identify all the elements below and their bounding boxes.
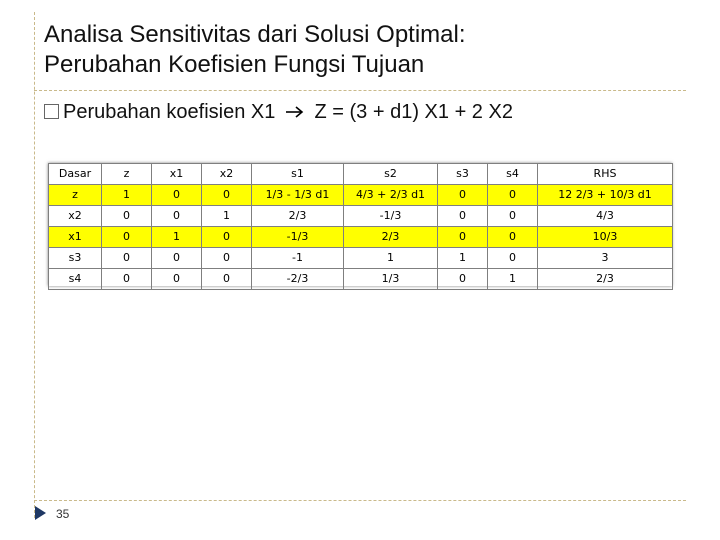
column-header: x1 xyxy=(152,164,202,185)
table-cell: 0 xyxy=(488,185,538,206)
table-cell: s4 xyxy=(49,269,102,290)
column-header: RHS xyxy=(538,164,673,185)
column-header: s3 xyxy=(438,164,488,185)
page-number: 35 xyxy=(56,507,70,521)
table-cell: 0 xyxy=(152,248,202,269)
tableau-table xyxy=(48,163,673,290)
table-cell: 12 2/3 + 10/3 d1 xyxy=(538,185,673,206)
table-cell: 1 xyxy=(438,248,488,269)
table-cell: -2/3 xyxy=(252,269,344,290)
table-cell: 10/3 xyxy=(538,227,673,248)
table-cell: 0 xyxy=(202,227,252,248)
table-row xyxy=(49,227,673,248)
table-row xyxy=(49,248,673,269)
column-header: x2 xyxy=(202,164,252,185)
table-cell: 1 xyxy=(152,227,202,248)
table-cell: 0 xyxy=(488,248,538,269)
tableau-header-row xyxy=(49,164,673,185)
table-cell: 0 xyxy=(102,269,152,290)
bullet-text-before: Perubahan koefisien X1 xyxy=(63,101,276,123)
table-cell: 0 xyxy=(438,206,488,227)
table-cell: 0 xyxy=(102,206,152,227)
table-cell: 1 xyxy=(488,269,538,290)
simplex-tableau xyxy=(48,163,672,286)
footer-divider xyxy=(34,500,686,501)
column-header: s1 xyxy=(252,164,344,185)
table-cell: s3 xyxy=(49,248,102,269)
table-row xyxy=(49,206,673,227)
table-cell: 0 xyxy=(438,269,488,290)
bullet-point xyxy=(44,101,513,124)
table-cell: 0 xyxy=(438,227,488,248)
table-cell: 0 xyxy=(102,248,152,269)
table-cell: 1/3 xyxy=(344,269,438,290)
table-cell: 0 xyxy=(102,227,152,248)
table-cell: 0 xyxy=(202,269,252,290)
table-cell: 0 xyxy=(438,185,488,206)
table-cell: 0 xyxy=(152,206,202,227)
table-row xyxy=(49,269,673,290)
table-cell: 2/3 xyxy=(344,227,438,248)
table-cell: 0 xyxy=(152,269,202,290)
table-cell: 1 xyxy=(102,185,152,206)
table-cell: x2 xyxy=(49,206,102,227)
table-cell: 2/3 xyxy=(538,269,673,290)
table-cell: 0 xyxy=(202,185,252,206)
table-row xyxy=(49,185,673,206)
table-cell: -1/3 xyxy=(252,227,344,248)
title-divider xyxy=(34,90,686,91)
column-header: z xyxy=(102,164,152,185)
table-cell: 0 xyxy=(202,248,252,269)
table-cell: 1 xyxy=(202,206,252,227)
table-cell: x1 xyxy=(49,227,102,248)
title-line-1: Analisa Sensitivitas dari Solusi Optimal: xyxy=(44,21,466,48)
right-arrow-icon xyxy=(285,101,305,124)
title-line-2: Perubahan Koefisien Fungsi Tujuan xyxy=(44,51,425,78)
table-cell: 3 xyxy=(538,248,673,269)
left-decorative-rule xyxy=(34,12,35,518)
table-cell: -1 xyxy=(252,248,344,269)
column-header: s2 xyxy=(344,164,438,185)
table-cell: 0 xyxy=(488,227,538,248)
square-bullet-icon xyxy=(44,104,59,119)
table-cell: 0 xyxy=(488,206,538,227)
slide-title xyxy=(44,20,704,80)
column-header: Dasar xyxy=(49,164,102,185)
bullet-text-after: Z = (3 + d1) X1 + 2 X2 xyxy=(314,101,513,123)
table-cell: 4/3 + 2/3 d1 xyxy=(344,185,438,206)
column-header: s4 xyxy=(488,164,538,185)
table-cell: z xyxy=(49,185,102,206)
table-cell: 0 xyxy=(152,185,202,206)
table-cell: -1/3 xyxy=(344,206,438,227)
table-cell: 4/3 xyxy=(538,206,673,227)
table-cell: 2/3 xyxy=(252,206,344,227)
table-cell: 1/3 - 1/3 d1 xyxy=(252,185,344,206)
triangle-bullet-icon xyxy=(35,506,46,520)
table-cell: 1 xyxy=(344,248,438,269)
